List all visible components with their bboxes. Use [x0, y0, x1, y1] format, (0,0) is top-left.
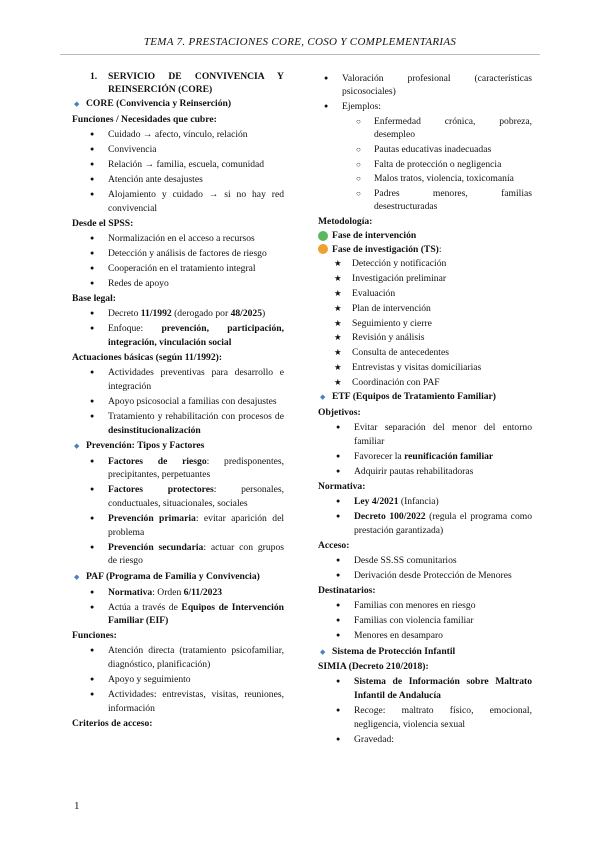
label-actuaciones: Actuaciones básicas (según 11/1992): [72, 352, 223, 364]
list-item: ○ Pautas educativas inadecuadas [356, 143, 532, 157]
subheading-text: Prevención: Tipos y Factores [86, 439, 205, 451]
subheading-sistema [318, 645, 532, 660]
list-item: ● Evitar separación del menor del entorno familiar [336, 421, 532, 448]
text: Favorecer la [354, 450, 405, 462]
list-item [90, 586, 284, 600]
list-item [324, 100, 532, 214]
label-simia: SIMIA (Decreto 210/2018): [318, 661, 429, 673]
text: (derogado por [171, 308, 231, 320]
list-item: ● Apoyo y seguimiento [90, 673, 284, 687]
list-item [90, 322, 284, 349]
funciones2-list [90, 644, 284, 715]
objetivos-list [336, 421, 532, 478]
list-item: ★ Seguimiento y cierre [334, 317, 532, 331]
label-text: Criterios de acceso [72, 717, 150, 729]
list-item [90, 410, 284, 437]
subheading-etf [318, 390, 532, 405]
text: : actuar con grupos de riesgo [108, 541, 285, 567]
label-metodologia: Metodología: [318, 216, 373, 228]
list-item: ○ Falta de protección o negligencia [356, 158, 532, 172]
label-text: Base legal [72, 293, 113, 305]
list-item: ● Menores en desamparo [336, 629, 532, 643]
paf-list [90, 586, 284, 628]
list-item [90, 455, 284, 482]
list-item: ● Desde SS.SS comunitarios [336, 554, 532, 568]
list-item: ● Familias con violencia familiar [336, 614, 532, 628]
label-text: Desde el SPSS [72, 217, 131, 229]
list-item: ● Gravedad: [336, 733, 532, 747]
label-destinatarios: Destinatarios: [318, 585, 376, 597]
list-item: ○ Malos tratos, violencia, toxicomanía [356, 172, 532, 186]
actuaciones-list [90, 366, 284, 437]
text-bold: Ley 4/2021 [354, 496, 399, 508]
text: : personales, conductuales, situacionales, sociales [108, 484, 284, 510]
text-bold: 48/2025 [230, 308, 263, 320]
list-item: ● Detección y análisis de factores de riesgo [90, 247, 284, 261]
subheading-text: ETF (Equipos de Tratamiento Familiar) [332, 391, 496, 403]
list-item: ★ Entrevistas y visitas domiciliarias [334, 361, 532, 375]
list-item: ★ Investigación preliminar [334, 272, 532, 286]
text: : Orden [152, 586, 184, 598]
text-bold: 6/11/2023 [183, 586, 223, 598]
funciones-list [90, 128, 284, 216]
list-item [90, 512, 284, 539]
green-circle-icon [318, 231, 328, 241]
label-text: Normativa [318, 481, 363, 492]
list-item [336, 675, 532, 702]
text-bold: Equipos de Intervención Familiar (EIF) [108, 601, 284, 627]
label-criterios: Criterios de acceso: [72, 717, 153, 729]
text: (regula el programa como prestación garantizada) [354, 511, 532, 536]
acceso-list [336, 554, 532, 583]
text: Enfoque: [108, 323, 162, 335]
list-item [90, 541, 284, 568]
text: : evitar aparición del problema [108, 513, 284, 538]
label-text: Destinatarios [318, 585, 373, 597]
orange-circle-icon [318, 244, 328, 254]
list-item: ★ Plan de intervención [334, 302, 532, 316]
text-bold: Factores protectores [108, 484, 214, 496]
section-title [72, 70, 284, 96]
phase-text: Fase de investigación (TS) [332, 243, 439, 255]
list-item: ● Normalización en el acceso a recursos [90, 232, 284, 246]
pasos-list [334, 257, 532, 389]
list-item: ● Adquirir pautas rehabilitadoras [336, 465, 532, 479]
subheading-core [72, 97, 284, 112]
phase-intervencion [318, 229, 532, 243]
label-text: Funciones / Necesidades que cubre [72, 113, 214, 125]
label-funciones: Funciones / Necesidades que cubre: [72, 113, 217, 125]
list-item: ● Convivencia [90, 143, 284, 157]
text-bold: reunificación familiar [404, 450, 494, 462]
phase-text: Fase de intervención [332, 230, 417, 242]
diamond-bullet-icon: ◆ [320, 647, 326, 656]
label-acceso: Acceso: [318, 539, 350, 551]
list-item: ● Alojamiento y cuidado → si no hay red convivencial [90, 188, 284, 215]
section-title-text: SERVICIO DE CONVIVENCIA Y REINSERCIÓN (CORE) [108, 71, 284, 95]
diamond-bullet-icon: ◆ [74, 441, 80, 450]
list-item: ● Recoge: maltrato físico, emocional, negligencia, violencia sexual [336, 704, 532, 731]
normativa-list [336, 495, 532, 537]
text: Actúa a través de [108, 601, 182, 613]
label-text: SIMIA (Decreto 210/2018) [318, 661, 426, 673]
diamond-bullet-icon: ◆ [74, 100, 80, 108]
label-objetivos: Objetivos: [318, 407, 361, 419]
text: (Infancia) [398, 496, 439, 508]
list-item: ★ Coordinación con PAF [334, 376, 532, 390]
text: Ejemplos: [342, 101, 381, 113]
list-item: ● Relación → familia, escuela, comunidad [90, 158, 284, 172]
prevencion-list [90, 455, 284, 568]
subheading-text: CORE (Convivencia y Reinserción) [86, 98, 232, 109]
list-item: ● Cooperación en el tratamiento integral [90, 262, 284, 276]
text-bold: Decreto 100/2022 [354, 511, 426, 523]
left-column [72, 70, 284, 731]
diamond-bullet-icon: ◆ [320, 393, 326, 402]
list-item [336, 495, 532, 509]
list-item: ○ Enfermedad crónica, pobreza, desempleo [356, 115, 532, 142]
list-item [90, 601, 284, 628]
list-item [90, 307, 284, 321]
text-bold: prevención, participación, integración, vinculación social [108, 323, 284, 348]
label-normativa: Normativa: [318, 481, 366, 492]
label-spss: Desde el SPSS: [72, 217, 134, 229]
label-base-legal: Base legal: [72, 293, 116, 305]
destinatarios-list [336, 599, 532, 643]
list-item: ● Atención ante desajustes [90, 173, 284, 187]
text-bold: 11/1992 [140, 308, 172, 320]
subheading-text: Sistema de Protección Infantil [332, 645, 456, 657]
list-item: ● Valoración profesional (características psicosociales) [324, 72, 532, 99]
text: ) [262, 308, 266, 320]
simia-list [336, 675, 532, 746]
list-item: ★ Evaluación [334, 287, 532, 301]
label-text: Acceso [318, 539, 347, 551]
text: Tratamiento y rehabilitación con procesos de [108, 410, 284, 422]
list-item: ○ Padres menores, familias desestructuradas [356, 187, 532, 214]
text-bold: desinstitucionalización [108, 424, 201, 436]
criterios-list [324, 72, 532, 214]
spss-list [90, 232, 284, 291]
list-item: ● Cuidado → afecto, vínculo, relación [90, 128, 284, 142]
text-bold: Prevención secundaria [108, 541, 204, 553]
diamond-bullet-icon: ◆ [74, 572, 80, 581]
header-divider [60, 54, 540, 55]
list-item: ● Atención directa (tratamiento psicofamiliar, diagnóstico, planificación) [90, 644, 284, 671]
text-bold: Factores de riesgo [108, 455, 207, 467]
text: : [438, 243, 442, 255]
label-text: Actuaciones básicas (según 11/1992) [72, 352, 219, 364]
base-legal-list [90, 307, 284, 349]
phase-investigacion [318, 243, 532, 257]
list-item: ● Redes de apoyo [90, 277, 284, 291]
list-item [90, 483, 284, 510]
text: : predisponentes, precipitantes, perpetuantes [108, 455, 285, 481]
label-text: Metodología [318, 216, 370, 228]
list-item: ● Derivación desde Protección de Menores [336, 569, 532, 583]
right-column [318, 70, 532, 748]
list-item: ● Actividades preventivas para desarrollo e integración [90, 366, 284, 393]
subheading-prevencion [72, 439, 284, 454]
page-header: TEMA 7. PRESTACIONES CORE, COSO Y COMPLEMENTARIAS [143, 36, 457, 48]
list-item: ● Familias con menores en riesgo [336, 599, 532, 613]
ejemplos-list [356, 115, 532, 214]
label-funciones-2: Funciones: [72, 630, 117, 642]
list-item: ● Apoyo psicosocial a familias con desajustes [90, 395, 284, 409]
text-bold: Normativa [108, 586, 153, 598]
list-item [336, 450, 532, 464]
subheading-paf [72, 570, 284, 585]
list-item: ● Actividades: entrevistas, visitas, reuniones, información [90, 688, 284, 715]
list-item [336, 510, 532, 537]
list-item: ★ Consulta de antecedentes [334, 346, 532, 360]
page-number: 1 [74, 800, 80, 812]
text: Decreto [108, 308, 141, 320]
list-item: ★ Detección y notificación [334, 257, 532, 271]
subheading-text: PAF (Programa de Familia y Convivencia) [86, 570, 260, 582]
list-item: ★ Revisión y análisis [334, 331, 532, 345]
section-number: 1. [90, 71, 98, 82]
label-text: Objetivos [318, 407, 358, 419]
text-bold: Prevención primaria [108, 513, 196, 525]
label-text: Funciones [72, 630, 114, 642]
text-bold: Sistema de Información sobre Maltrato Infantil de Andalucía [354, 676, 532, 701]
